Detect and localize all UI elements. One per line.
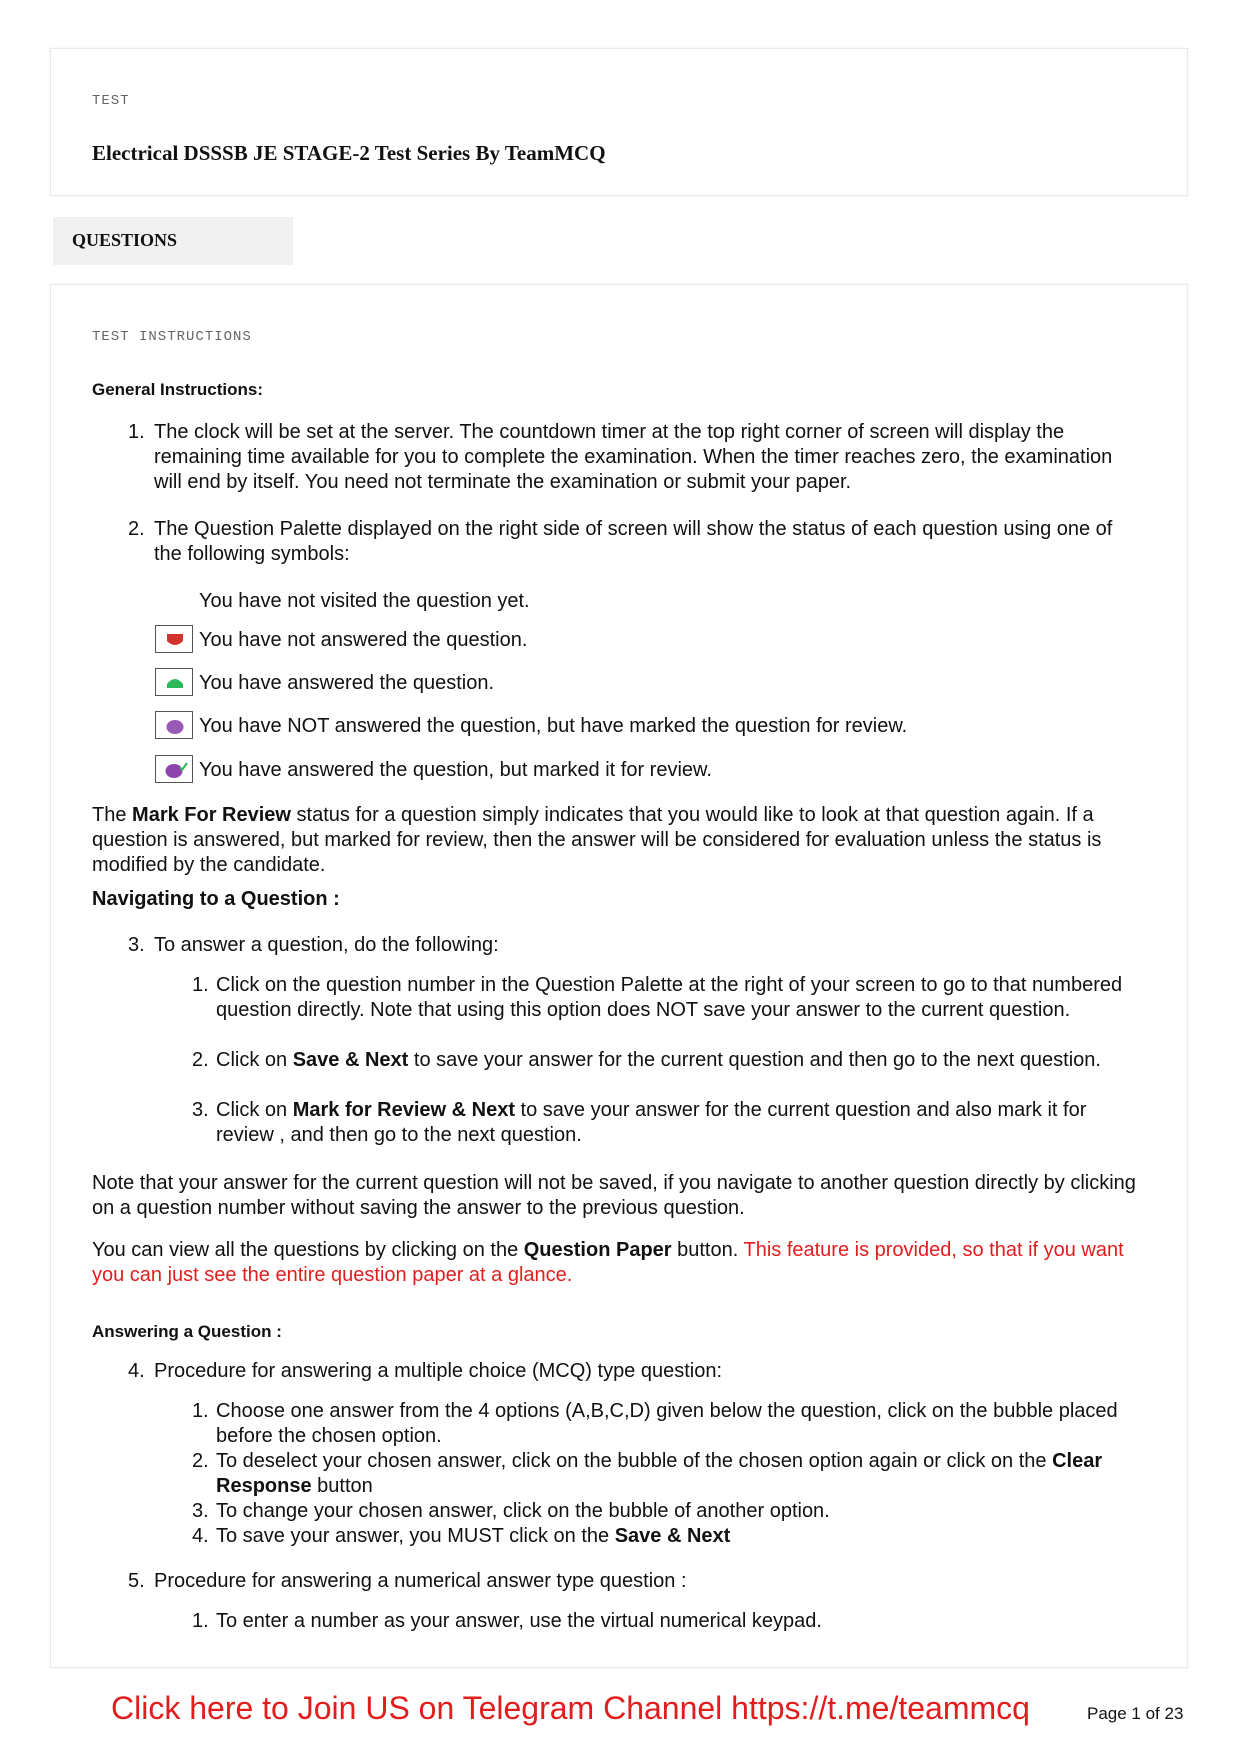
instruction-text: Procedure for answering a numerical answer type question : — [154, 1570, 687, 1592]
list-item: 1. The clock will be set at the server. The countdown timer at the top right corner of screen will display the remaining time available for you to complete the examination. When the timer reaches zero, the examination will end by itself. You need not terminate the examination or submit your paper. — [128, 421, 1113, 493]
test-title: Electrical DSSSB JE STAGE-2 Test Series By TeamMCQ — [92, 141, 606, 165]
instruction-text: Procedure for answering a multiple choice (MCQ) type question: — [154, 1360, 723, 1382]
sub-list-item: 1. Click on the question number in the Question Palette at the right of your screen to go to that numbered question directly. Note that using this option does NOT save your answer to the current question. — [192, 974, 1123, 1021]
sub-list-item: 2. To deselect your chosen answer, click on the bubble of the chosen option again or click on the Clear Response button — [192, 1450, 1103, 1497]
sub-list-item: 2. Click on Save & Next to save your answer for the current question and then go to the next question. — [192, 1049, 1101, 1071]
answered-icon — [155, 668, 193, 696]
note-paragraph: Note that your answer for the current question will not be saved, if you navigate to another question directly by clicking on a question number without saving the answer to the previous question. — [92, 1172, 1136, 1219]
answered-marked-review-icon — [155, 755, 193, 783]
test-header-card — [50, 48, 1188, 196]
navigating-heading: Navigating to a Question : — [92, 888, 340, 910]
sub-list-item: 1. To enter a number as your answer, use the virtual numerical keypad. — [192, 1610, 822, 1632]
instruction-text: The clock will be set at the server. The countdown timer at the top right corner of screen will display the remaining time available for you to complete the examination. When the timer reaches zero, the examination will end by itself. You need not terminate the examination or submit your paper. — [154, 421, 1113, 493]
list-item: 5. Procedure for answering a numerical answer type question : — [128, 1570, 687, 1592]
answering-heading: Answering a Question : — [92, 1322, 282, 1341]
test-eyebrow: TEST — [92, 93, 130, 109]
list-item: 2. The Question Palette displayed on the right side of screen will show the status of each question using one of the following symbols: — [128, 518, 1113, 565]
sub-list-item: 3. To change your chosen answer, click on the bubble of another option. — [192, 1500, 830, 1522]
legend-text: You have not answered the question. — [199, 629, 528, 651]
tab-questions[interactable]: QUESTIONS — [53, 217, 293, 265]
list-item: 4. Procedure for answering a multiple choice (MCQ) type question: — [128, 1360, 723, 1382]
sub-list-item: 1. Choose one answer from the 4 options (A,B,C,D) given below the question, click on the bubble placed before the chosen option. — [192, 1400, 1118, 1447]
legend-text: You have answered the question. — [199, 672, 495, 694]
legend-text: You have answered the question, but marked it for review. — [199, 759, 712, 781]
instruction-text: To answer a question, do the following: — [154, 934, 499, 956]
sub-list-item: 3. Click on Mark for Review & Next to save your answer for the current question and also mark it for review , and then go to the next question. — [192, 1099, 1087, 1146]
telegram-channel-link[interactable]: Click here to Join US on Telegram Channel https://t.me/teammcq — [111, 1690, 1030, 1726]
legend-text: You have not visited the question yet. — [199, 590, 530, 612]
general-instructions-heading: General Instructions: — [92, 380, 263, 399]
not-answered-icon — [155, 625, 193, 653]
list-item: 3. To answer a question, do the following: — [128, 934, 499, 956]
instruction-text: The Question Palette displayed on the right side of screen will show the status of each question using one of the following symbols: — [154, 518, 1113, 565]
question-paper-paragraph: You can view all the questions by clicking on the Question Paper button. This feature is provided, so that if you want you can just see the entire question paper at a glance. — [92, 1239, 1124, 1286]
instructions-eyebrow: TEST INSTRUCTIONS — [92, 329, 252, 345]
marked-review-icon — [155, 711, 193, 739]
sub-list-item: 4. To save your answer, you MUST click on the Save & Next — [192, 1525, 731, 1547]
legend-text: You have NOT answered the question, but have marked the question for review. — [199, 715, 908, 737]
mark-review-paragraph: The Mark For Review status for a question simply indicates that you would like to look at that question again. If a question is answered, but marked for review, then the answer will be considered for evaluation unless the status is modified by the candidate. — [92, 804, 1102, 876]
instructions-card — [50, 284, 1188, 1668]
page-number: Page 1 of 23 — [1087, 1704, 1184, 1723]
